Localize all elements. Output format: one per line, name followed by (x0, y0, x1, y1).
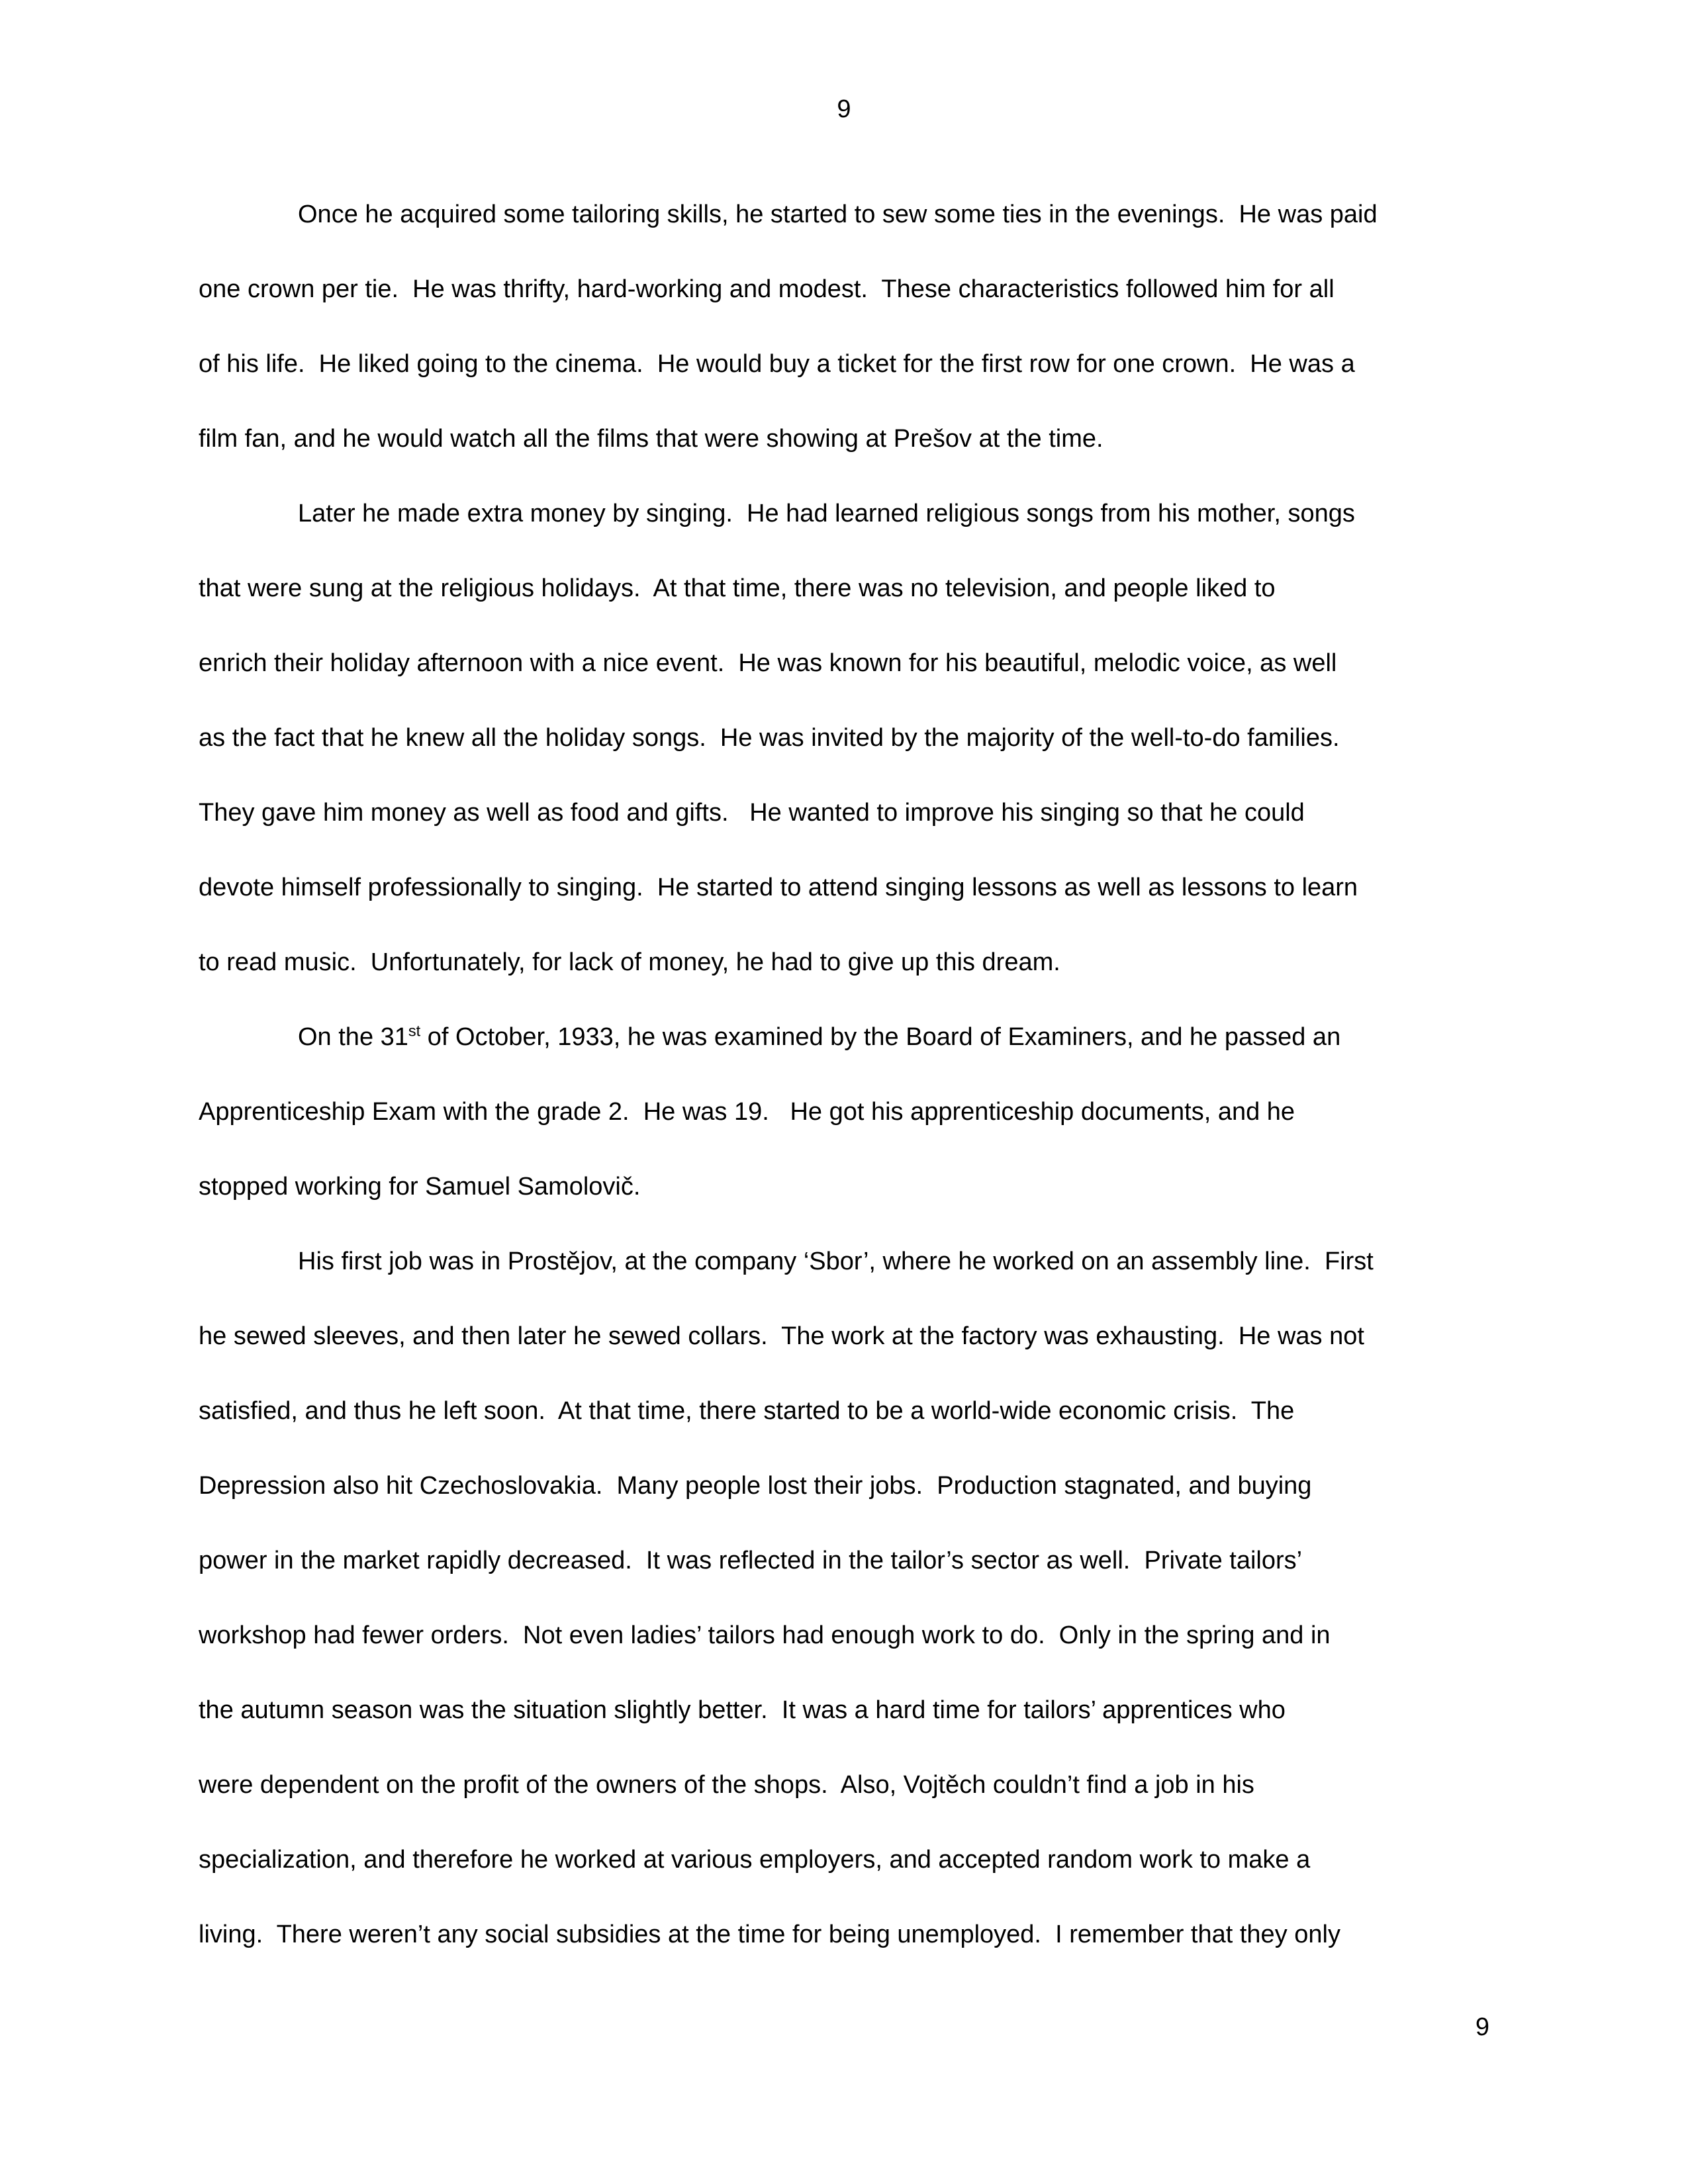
text-line: Apprenticeship Exam with the grade 2. He was 19. He got his apprenticeship documents, and he (199, 1098, 1295, 1126)
text-line: that were sung at the religious holidays. At that time, there was no television, and people liked to (199, 574, 1276, 602)
text-line: power in the market rapidly decreased. It was reflected in the tailor’s sector as well. Private tailors’ (199, 1547, 1303, 1574)
header-page-number: 9 (837, 95, 851, 123)
page-footer (1476, 2012, 1489, 2042)
text-line: one crown per tie. He was thrifty, hard-working and modest. These characteristics followed him for all (199, 275, 1335, 303)
text-line: specialization, and therefore he worked at various employers, and accepted random work to make a (199, 1846, 1311, 1874)
text-line: the autumn season was the situation slightly better. It was a hard time for tailors’ apprentices who (199, 1696, 1286, 1724)
footer-page-number: 9 (1475, 2013, 1489, 2041)
text-line: His first job was in Prostějov, at the company ‘Sbor’, where he worked on an assembly line. First (298, 1248, 1374, 1275)
text-line: They gave him money as well as food and gifts. He wanted to improve his singing so that he could (199, 799, 1305, 827)
text-line: of his life. He liked going to the cinema. He would buy a ticket for the first row for one crown. He was a (199, 350, 1355, 378)
text-line: were dependent on the profit of the owners of the shops. Also, Vojtěch couldn’t find a job in his (199, 1771, 1254, 1799)
text-line: workshop had fewer orders. Not even ladies’ tailors had enough work to do. Only in the spring and in (199, 1621, 1331, 1649)
text-line: devote himself professionally to singing. He started to attend singing lessons as well as lessons to learn (199, 874, 1358, 901)
page-header (0, 94, 1688, 124)
text-line: On the 31st of October, 1933, he was examined by the Board of Examiners, and he passed an (298, 1022, 1341, 1051)
text-line: living. There weren’t any social subsidies at the time for being unemployed. I remember that they only (199, 1921, 1340, 1948)
text-line: satisfied, and thus he left soon. At that time, there started to be a world-wide economic crisis. The (199, 1397, 1295, 1425)
text-line: stopped working for Samuel Samolovič. (199, 1173, 641, 1201)
text-line: as the fact that he knew all the holiday songs. He was invited by the majority of the well-to-do families. (199, 724, 1340, 752)
text-line: enrich their holiday afternoon with a nice event. He was known for his beautiful, melodic voice, as well (199, 649, 1337, 677)
text-line: Depression also hit Czechoslovakia. Many people lost their jobs. Production stagnated, and buying (199, 1472, 1312, 1500)
document-body (199, 177, 1489, 1972)
text-line: Once he acquired some tailoring skills, he started to sew some ties in the evenings. He was paid (298, 201, 1378, 228)
text-line: to read music. Unfortunately, for lack of money, he had to give up this dream. (199, 948, 1060, 976)
text-line: he sewed sleeves, and then later he sewed collars. The work at the factory was exhausting. He was not (199, 1322, 1364, 1350)
text-line: Later he made extra money by singing. He had learned religious songs from his mother, songs (298, 500, 1355, 527)
text-line: film fan, and he would watch all the films that were showing at Prešov at the time. (199, 425, 1103, 453)
